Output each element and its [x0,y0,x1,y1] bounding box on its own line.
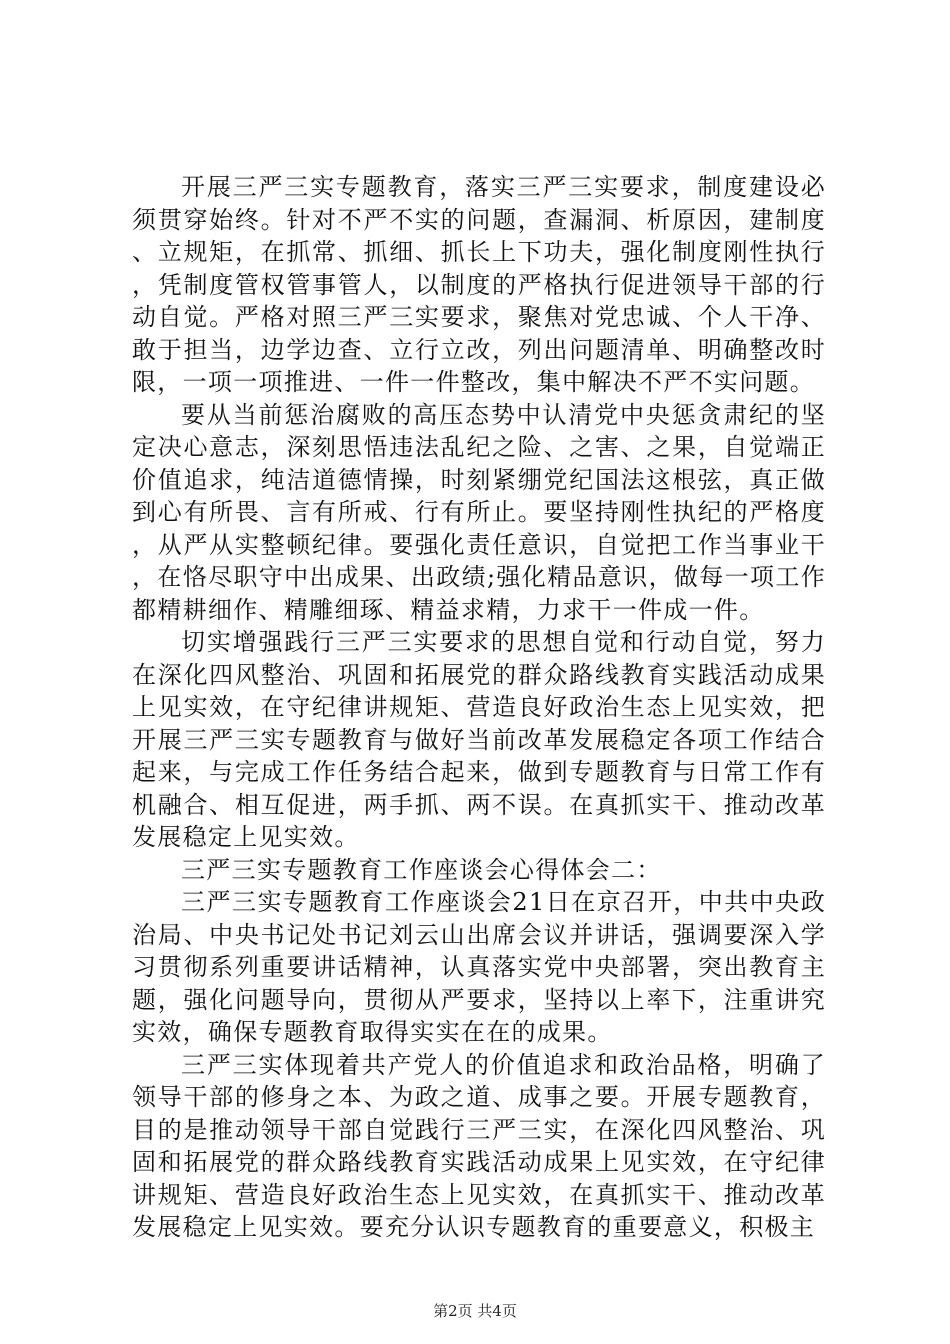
paragraph-1: 开展三严三实专题教育，落实三严三实要求，制度建设必须贯穿始终。针对不严不实的问题，查漏洞、析原因，建制度、立规矩，在抓常、抓细、抓长上下功夫，强化制度刚性执行，凭制度管权管事管人，以制度的严格执行促进领导干部的行动自觉。严格对照三严三实要求，聚焦对党忠诚、个人干净、敢于担当，边学边查、立行立改，列出问题清单、明确整改时限，一项一项推进、一件一件整改，集中解决不严不实问题。 [132,173,826,396]
section-heading-part-two: 三严三实专题教育工作座谈会心得体会二： [181,855,662,884]
paragraph-5: 三严三实体现着共产党人的价值追求和政治品格，明确了领导干部的修身之本、为政之道、成事之要。开展专题教育，目的是推动领导干部自觉践行三严三实，在深化四风整治、巩固和拓展党的群众路线教育实践活动成果上见实效，在守纪律讲规矩、营造良好政治生态上见实效，在真抓实干、推动改革发展稳定上见实效。要充分认识专题教育的重要意义，积极主 [132,1050,826,1241]
page-number-footer: 第2页 共4页 [433,1302,517,1320]
paragraph-3: 切实增强践行三严三实要求的思想自觉和行动自觉，努力在深化四风整治、巩固和拓展党的群众路线教育实践活动成果上见实效，在守纪律讲规矩、营造良好政治生态上见实效，把开展三严三实专题教育与做好当前改革发展稳定各项工作结合起来，与完成工作任务结合起来，做到专题教育与日常工作有机融合、相互促进，两手抓、两不误。在真抓实干、推动改革发展稳定上见实效。 [132,628,826,851]
paragraph-4: 三严三实专题教育工作座谈会21日在京召开，中共中央政治局、中央书记处书记刘云山出席会议并讲话，强调要深入学习贯彻系列重要讲话精神，认真落实党中央部署，突出教育主题，强化问题导向，贯彻从严要求，坚持以上率下，注重讲究实效，确保专题教育取得实实在在的成果。 [132,888,826,1046]
document-body [132,171,826,1244]
paragraph-2: 要从当前惩治腐败的高压态势中认清党中央惩贪肃纪的坚定决心意志，深刻思悟违法乱纪之险、之害、之果，自觉端正价值追求，纯洁道德情操，时刻紧绷党纪国法这根弦，真正做到心有所畏、言有所戒、行有所止。要坚持刚性执纪的严格度，从严从实整顿纪律。要强化责任意识，自觉把工作当事业干，在恪尽职守中出成果、出政绩;强化精品意识，做每一项工作都精耕细作、精雕细琢、精益求精，力求干一件成一件。 [132,400,826,624]
